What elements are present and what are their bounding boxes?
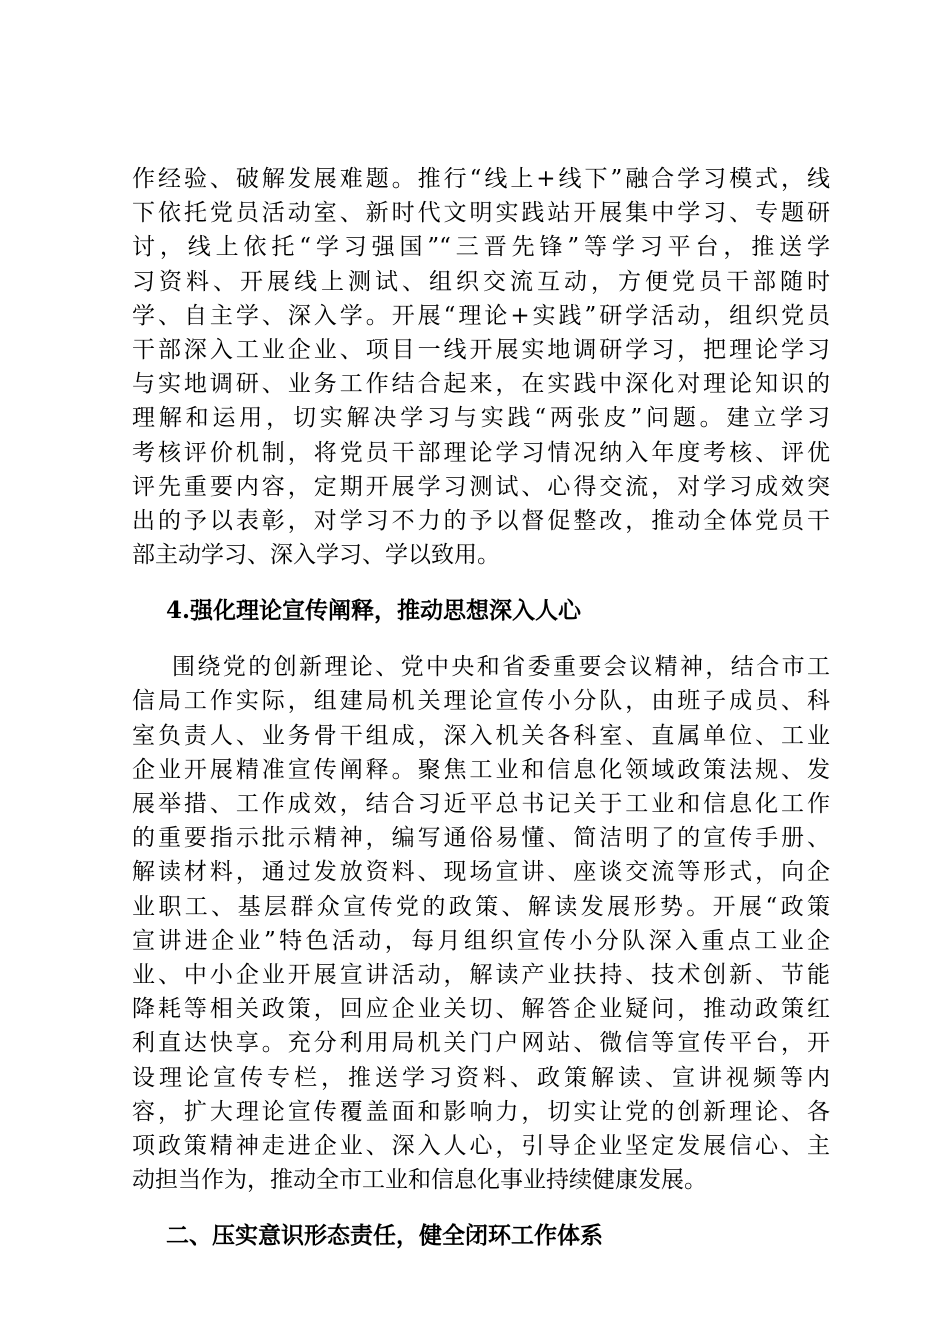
paragraph-line: 干部深入工业企业、项目一线开展实地调研学习，把理论学习	[132, 336, 830, 363]
paragraph-line: 企业开展精准宣传阐释。聚焦工业和信息化领域政策法规、发	[132, 756, 830, 783]
paragraph-line: 设理论宣传专栏，推送学习资料、政策解读、宣讲视频等内	[132, 1064, 830, 1091]
paragraph-line: 信局工作实际，组建局机关理论宣传小分队，由班子成员、科	[132, 688, 830, 715]
paragraph-line: 讨，线上依托“学习强国”“三晋先锋”等学习平台，推送学	[132, 234, 830, 261]
paragraph-line: 习资料、开展线上测试、组织交流互动，方便党员干部随时	[132, 268, 830, 295]
paragraph-line: 业职工、基层群众宣传党的政策、解读发展形势。开展“政策	[132, 893, 830, 920]
paragraph-continued	[132, 162, 830, 572]
paragraph-line: 降耗等相关政策，回应企业关切、解答企业疑问，推动政策红	[132, 996, 830, 1023]
section-heading-2: 二、压实意识形态责任，健全闭环工作体系	[166, 1222, 603, 1250]
section-heading-4: 4.强化理论宣传阐释，推动思想深入人心	[166, 597, 582, 625]
paragraph-line: 解读材料，通过发放资料、现场宣讲、座谈交流等形式，向企	[132, 859, 830, 886]
paragraph-line: 容，扩大理论宣传覆盖面和影响力，切实让党的创新理论、各	[132, 1098, 830, 1125]
paragraph-line: 的重要指示批示精神，编写通俗易懂、简洁明了的宣传手册、	[132, 825, 830, 852]
paragraph-line: 业、中小企业开展宣讲活动，解读产业扶持、技术创新、节能	[132, 961, 830, 988]
paragraph-line: 部主动学习、深入学习、学以致用。	[132, 542, 500, 569]
paragraph-section-4	[132, 650, 830, 1197]
paragraph-line: 动担当作为，推动全市工业和信息化事业持续健康发展。	[132, 1167, 707, 1194]
paragraph-line: 利直达快享。充分利用局机关门户网站、微信等宣传平台，开	[132, 1030, 830, 1057]
paragraph-line: 围绕党的创新理论、党中央和省委重要会议精神，结合市工	[172, 654, 830, 681]
paragraph-line: 评先重要内容，定期开展学习测试、心得交流，对学习成效突	[132, 473, 830, 500]
paragraph-line: 展举措、工作成效，结合习近平总书记关于工业和信息化工作	[132, 791, 830, 817]
document-page	[132, 162, 830, 1253]
paragraph-line: 项政策精神走进企业、深入人心，引导企业坚定发展信心、主	[132, 1132, 830, 1159]
paragraph-line: 与实地调研、业务工作结合起来，在实践中深化对理论知识的	[132, 371, 830, 398]
paragraph-line: 出的予以表彰，对学习不力的予以督促整改，推动全体党员干	[132, 507, 830, 534]
paragraph-line: 下依托党员活动室、新时代文明实践站开展集中学习、专题研	[132, 200, 830, 227]
paragraph-line: 作经验、破解发展难题。推行“线上+线下”融合学习模式，线	[132, 166, 830, 192]
paragraph-line: 考核评价机制，将党员干部理论学习情况纳入年度考核、评优	[132, 439, 830, 466]
paragraph-line: 理解和运用，切实解决学习与实践“两张皮”问题。建立学习	[132, 405, 830, 432]
paragraph-line: 宣讲进企业”特色活动，每月组织宣传小分队深入重点工业企	[132, 927, 830, 954]
paragraph-line: 学、自主学、深入学。开展“理论+实践”研学活动，组织党员	[132, 302, 830, 329]
paragraph-line: 室负责人、业务骨干组成，深入机关各科室、直属单位、工业	[132, 722, 830, 749]
